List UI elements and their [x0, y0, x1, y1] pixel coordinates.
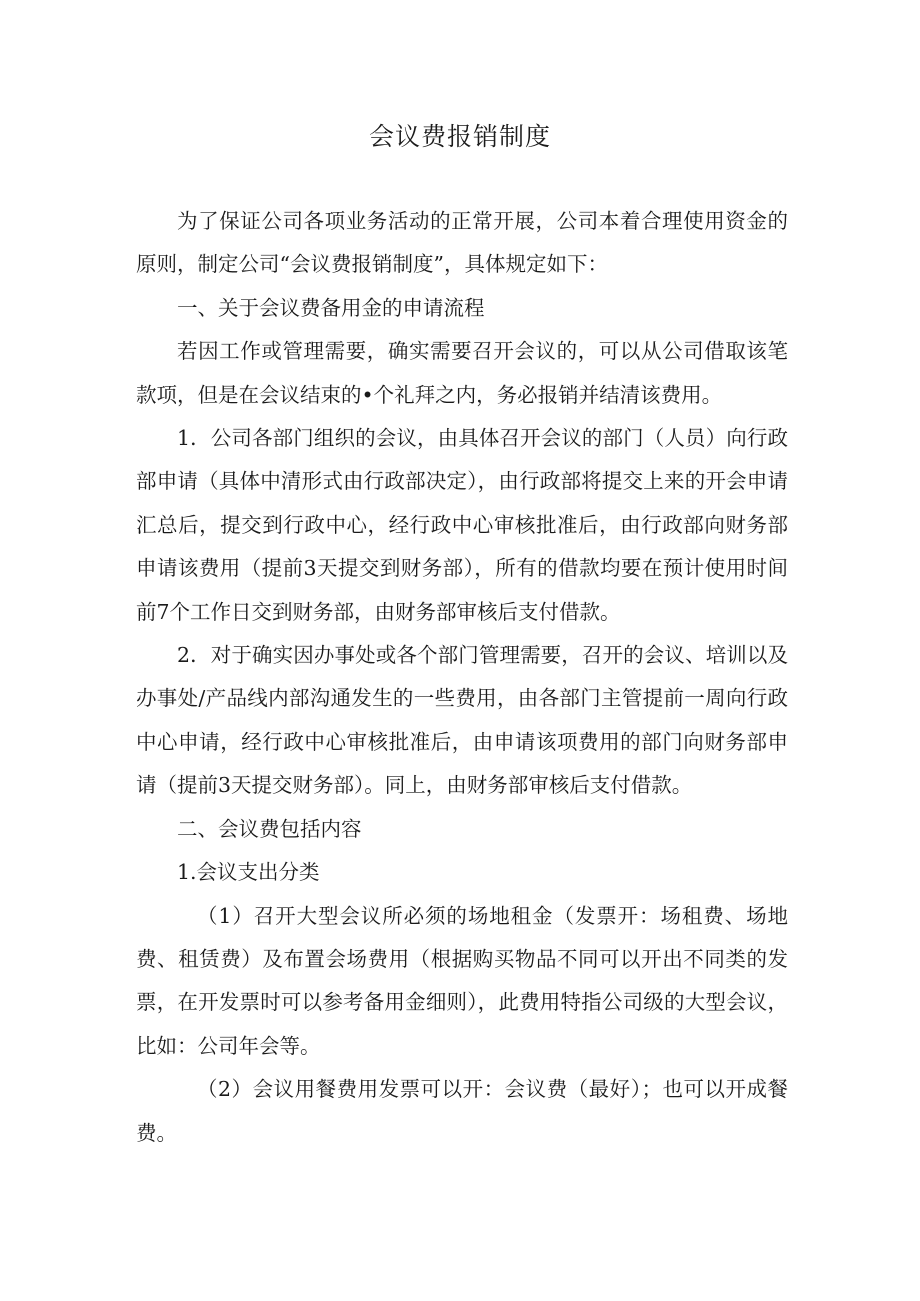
paragraph-intro: 为了保证公司各项业务活动的正常开展，公司本着合理使用资金的原则，制定公司“会议费报销制度”，具体规定如下： [136, 209, 788, 277]
paragraph-item-2: 2．对于确实因办事处或各个部门管理需要，召开的会议、培训以及办事处/产品线内部沟通发生的一些费用，由各部门主管提前一周向行政中心申请，经行政中心审核批准后，由申请该项费用的部门向财务部申请（提前3天提交财务部）。同上，由财务部审核后支付借款。 [136, 643, 788, 798]
document-title: 会议费报销制度 [368, 122, 551, 151]
paragraph-sub-item-1: （1）召开大型会议所必须的场地租金（发票开：场租费、场地费、租赁费）及布置会场费用（根据购买物品不同可以开出不同类的发票，在开发票时可以参考备用金细则），此费用特指公司级的大型会议，比如：公司年会等。 [136, 903, 788, 1058]
paragraph-sub-item-2: （2）会议用餐费用发票可以开：会议费（最好）；也可以开成餐费。 [136, 1077, 788, 1145]
document-body [136, 200, 788, 1155]
subsection-heading-1: 1.会议支出分类 [177, 860, 320, 885]
section-heading-2: 二、会议费包括内容 [177, 816, 362, 841]
section-heading-1: 一、关于会议费备用金的申请流程 [177, 295, 485, 320]
paragraph-item-1: 1．公司各部门组织的会议，由具体召开会议的部门（人员）向行政部申请（具体中清形式由行政部决定），由行政部将提交上来的开会申请汇总后，提交到行政中心，经行政中心审核批准后，由行政部向财务部申请该费用（提前3天提交到财务部），所有的借款均要在预计使用时间前7个工作日交到财务部，由财务部审核后支付借款。 [136, 426, 788, 624]
paragraph-borrowing: 若因工作或管理需要，确实需要召开会议的，可以从公司借取该笔款项，但是在会议结束的•个礼拜之内，务必报销并结清该费用。 [136, 339, 788, 407]
